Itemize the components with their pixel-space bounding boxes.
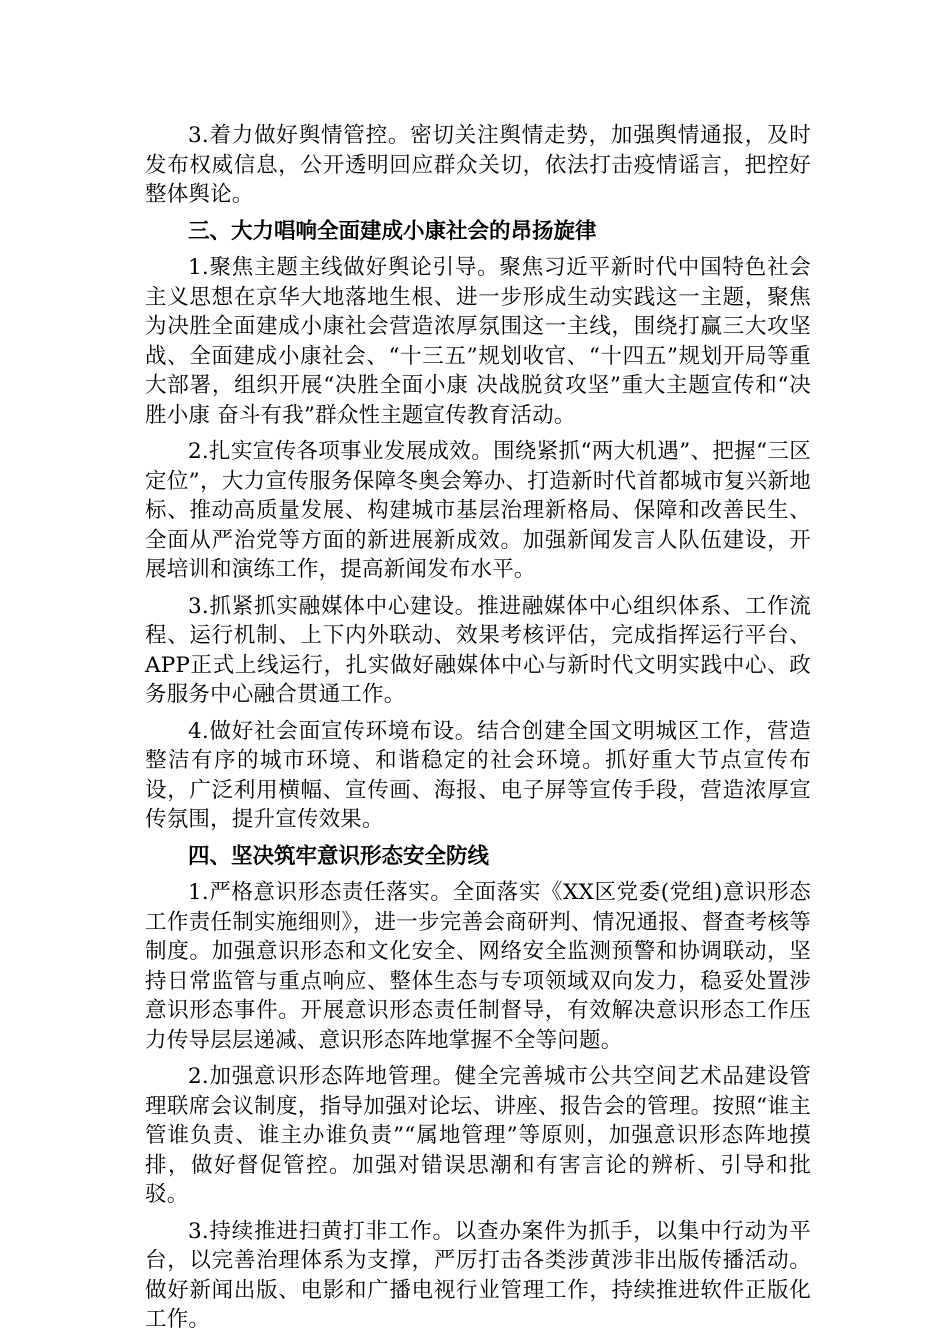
section-heading-3: 三、大力唱响全面建成小康社会的昂扬旋律 — [188, 218, 597, 244]
paragraph-theme-guidance: 1.聚焦主题主线做好舆论引导。聚焦习近平新时代中国特色社会主义思想在京华大地落地生根、进一步形成生动实践这一主题，聚焦为决胜全面建成小康社会营造浓厚氛围这一主线，围绕打赢三大攻坚战、全面建成小康社会、“十三五”规划收官、“十四五”规划开局等重大部署，组织开展“决胜全面小康 决战脱贫攻坚”重大主题宣传和“决胜小康 奋斗有我”群众性主题宣传教育活动。 — [145, 255, 811, 428]
document-page — [145, 121, 811, 1342]
paragraph-anti-pornography: 3.持续推进扫黄打非工作。以查办案件为抓手，以集中行动为平台，以完善治理体系为支撑，严厉打击各类涉黄涉非出版传播活动。做好新闻出版、电影和广播电视行业管理工作，持续推进软件正版化工作。 — [145, 1218, 811, 1332]
paragraph-ideology-responsibility: 1.严格意识形态责任落实。全面落实《XX区党委(党组)意识形态工作责任制实施细则》，进一步完善会商研判、情况通报、督查考核等制度。加强意识形态和文化安全、网络安全监测预警和协调联动，坚持日常监管与重点响应、整体生态与专项领域双向发力，稳妥处置涉意识形态事件。开展意识形态责任制督导，有效解决意识形态工作压力传导层层递减、意识形态阵地掌握不全等问题。 — [145, 880, 811, 1053]
section-heading-4: 四、坚决筑牢意识形态安全防线 — [188, 843, 490, 869]
paragraph-public-environment: 4.做好社会面宣传环境布设。结合创建全国文明城区工作，营造整洁有序的城市环境、和谐稳定的社会环境。抓好重大节点宣传布设，广泛利用横幅、宣传画、海报、电子屏等宣传手段，营造浓厚宣传氛围，提升宣传效果。 — [145, 718, 811, 832]
paragraph-development-results: 2.扎实宣传各项事业发展成效。围绕紧抓“两大机遇”、把握“三区定位”，大力宣传服务保障冬奥会筹办、打造新时代首都城市复兴新地标、推动高质量发展、构建城市基层治理新格局、保障和改善民生、全面从严治党等方面的新进展新成效。加强新闻发言人队伍建设，开展培训和演练工作，提高新闻发布水平。 — [145, 439, 811, 582]
paragraph-ideology-positions: 2.加强意识形态阵地管理。健全完善城市公共空间艺术品建设管理联席会议制度，指导加强对论坛、讲座、报告会的管理。按照“谁主管谁负责、谁主办谁负责”“属地管理”等原则，加强意识形态阵地摸排，做好督促管控。加强对错误思潮和有害言论的辨析、引导和批驳。 — [145, 1064, 811, 1207]
paragraph-opinion-control: 3.着力做好舆情管控。密切关注舆情走势，加强舆情通报，及时发布权威信息，公开透明回应群众关切，依法打击疫情谣言，把控好整体舆论。 — [145, 123, 811, 207]
paragraph-media-center: 3.抓紧抓实融媒体中心建设。推进融媒体中心组织体系、工作流程、运行机制、上下内外联动、效果考核评估，完成指挥运行平台、APP正式上线运行，扎实做好融媒体中心与新时代文明实践中心、政务服务中心融合贯通工作。 — [145, 593, 811, 707]
